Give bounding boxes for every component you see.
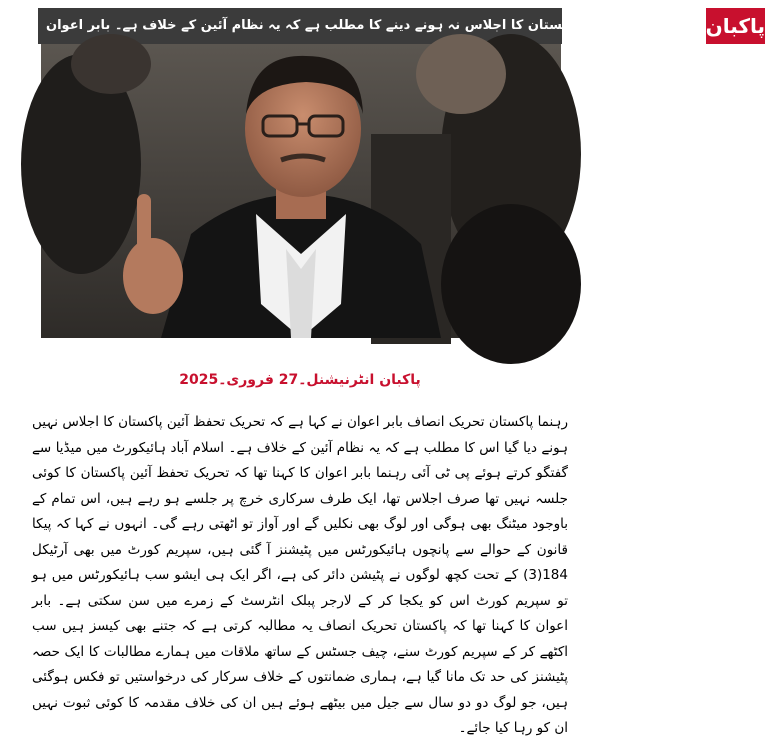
news-photo [41,44,561,338]
article-body: رہنما پاکستان تحریک انصاف بابر اعوان نے کہا ہے کہ تحریک تحفظ آئین پاکستان کا اجلاس نہیں ہونے دیا گیا اس کا مطلب ہے کہ یہ نظام آئین کے خلاف ہے۔ اسلام آباد ہائیکورٹ میں میڈیا سے گفتگو کرتے ہوئے پی ٹی آئی رہنما بابر اعوان کا کہنا تھا کہ تحریک تحفظ آئین پاکستان کا کوئی جلسہ نہیں تھا صرف اجلاس تھا، ایک طرف سرکاری خرچ پر جلسے ہو رہے ہیں، اس تمام کے باوجود میٹنگ بھی ہوگی اور لوگ بھی نکلیں گے اور آواز تو اٹھتی رہے گی۔ انہوں نے کہا کہ پیکا قانون کے حوالے سے پانچوں ہائیکورٹس میں پٹیشنز آ گئی ہیں، سپریم کورٹ میں بھی آرٹیکل 184(3) کے تحت کچھ لوگوں نے پٹیشن دائر کی ہے، اگر ایک ہی ایشو سب ہائیکورٹس میں ہو تو سپریم کورٹ اس کو یکجا کر کے لارجر پبلک انٹرسٹ کے زمرے میں سن سکتی ہے۔ بابر اعوان کا کہنا تھا کہ پاکستان تحریک انصاف یہ مطالبہ کرتی ہے کہ جتنے بھی کیسز ہیں سب اکٹھے کر کے سپریم کورٹ سنے، چیف جسٹس کے ساتھ ملاقات میں ہمارے مطالبات کا ایک حصہ پٹیشنز کی حد تک مانا گیا ہے، ہماری ضمانتوں کے خلاف سرکار کی درخواستیں تو فکس ہوگئی ہیں، جو لوگ دو دو سال سے جیل میں بیٹھے ہوئے ہیں ان کی خلاف مقدمہ کا کوئی ثبوت نہیں ان کو رہا کیا جائے۔ [32,414,568,736]
dateline: پاکبان انٹرنیشنل۔27 فروری۔2025 [179,372,421,388]
news-photo-illustration [41,44,561,338]
brand-logo: پاکبان [706,8,765,44]
headline-text: تحریک تحفظ آئین پاکستان کا اجلاس نہ ہونے دینے کا مطلب ہے کہ یہ نظام آئین کے خلاف ہے۔ بابر اعوان [46,18,698,33]
